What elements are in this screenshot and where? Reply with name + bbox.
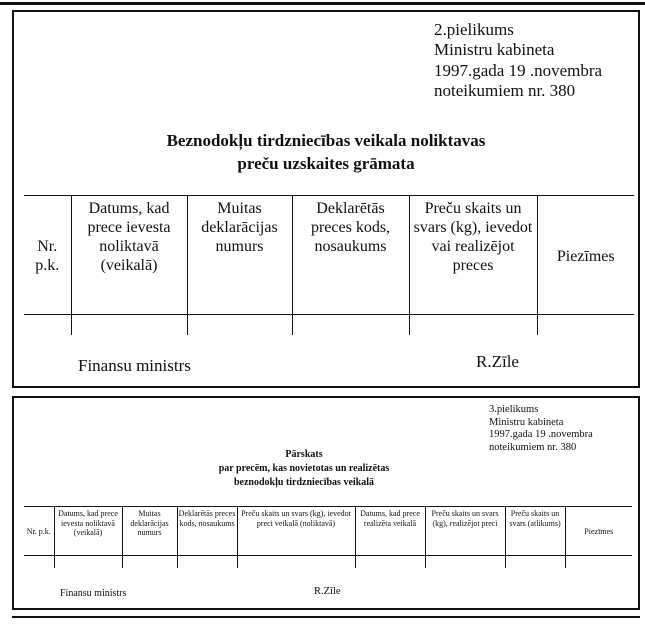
col-header-goods-code: Deklarētās preces kods, nosaukums <box>292 196 409 315</box>
signature-name: R.Zīle <box>314 586 341 597</box>
col-header-notes: Piezīmes <box>565 507 632 556</box>
annex-3-date: 1997.gada 19 .novembra <box>489 429 593 441</box>
annex-2-title-line-2: preču uzskaites grāmata <box>237 153 415 173</box>
signature-name: R.Zīle <box>476 352 519 371</box>
annex-3-title <box>174 448 434 490</box>
annex-2-ledger-table <box>24 195 634 335</box>
col-header-quantity-sold: Preču skaits un svars (kg), realizējot preci <box>425 507 505 556</box>
col-header-notes: Piezīmes <box>537 196 634 315</box>
table-cell <box>24 556 54 569</box>
col-header-quantity-weight: Preču skaits un svars (kg), ievedot vai realizējot preces <box>409 196 537 315</box>
top-border-rule <box>0 2 645 5</box>
annex-2-title-line-1: Beznodokļu tirdzniecības veikala noliktavas <box>166 131 486 150</box>
col-header-number: Nr. p.k. <box>24 507 54 556</box>
col-header-quantity-received: Preču skaits un svars (kg), ievedot preci veikalā (noliktavā) <box>237 507 355 556</box>
annex-2-regulation: noteikumiem nr. 380 <box>434 81 576 101</box>
table-cell <box>355 556 425 569</box>
annex-3-form <box>12 396 640 610</box>
annex-3-regulation: noteikumiem nr. 380 <box>489 441 577 453</box>
signature-title: Finansu ministrs <box>78 356 191 375</box>
table-cell <box>54 556 122 569</box>
col-header-date-received: Datums, kad prece ievesta noliktavā (veikalā) <box>54 507 122 556</box>
signature-title: Finansu ministrs <box>60 588 127 599</box>
table-cell <box>537 315 634 336</box>
table-row <box>24 315 634 336</box>
table-cell <box>237 556 355 569</box>
table-cell <box>24 315 71 336</box>
col-header-quantity-balance: Preču skaits un svars (atlikums) <box>505 507 565 556</box>
table-cell <box>425 556 505 569</box>
annex-2-title <box>14 130 638 176</box>
annex-3-issuer: Ministru kabineta <box>489 416 564 428</box>
table-cell <box>177 556 237 569</box>
annex-3-title-line-3: beznodokļu tirdzniecības veikalā <box>233 477 374 488</box>
annex-3-reference <box>489 404 593 454</box>
table-cell <box>187 315 292 336</box>
annex-2-form <box>12 10 640 388</box>
annex-3-title-line-2: par precēm, kas novietotas un realizētas <box>218 463 390 474</box>
annex-3-report-table <box>24 506 632 568</box>
table-cell <box>409 315 537 336</box>
annex-3-title-line-1: Pārskats <box>285 449 323 460</box>
table-row <box>24 556 632 569</box>
col-header-customs-declaration: Muitas deklarācijas numurs <box>187 196 292 315</box>
annex-2-reference <box>434 20 602 102</box>
annex-2-issuer: Ministru kabineta <box>434 40 555 60</box>
col-header-number: Nr. p.k. <box>24 196 71 315</box>
col-header-date-received: Datums, kad prece ievesta noliktavā (veikalā) <box>71 196 187 315</box>
table-cell <box>292 315 409 336</box>
annex-2-label: 2.pielikums <box>434 20 514 39</box>
table-cell <box>565 556 632 569</box>
col-header-customs-declaration: Muitas deklarācijas numurs <box>122 507 177 556</box>
annex-3-label: 3.pielikums <box>489 404 539 415</box>
col-header-goods-code: Deklarētās preces kods, nosaukums <box>177 507 237 556</box>
table-cell <box>505 556 565 569</box>
table-cell <box>71 315 187 336</box>
col-header-date-sold: Datums, kad prece realizēta veikalā <box>355 507 425 556</box>
annex-2-date: 1997.gada 19 .novembra <box>434 60 603 80</box>
bottom-border-rule <box>12 616 640 618</box>
table-cell <box>122 556 177 569</box>
